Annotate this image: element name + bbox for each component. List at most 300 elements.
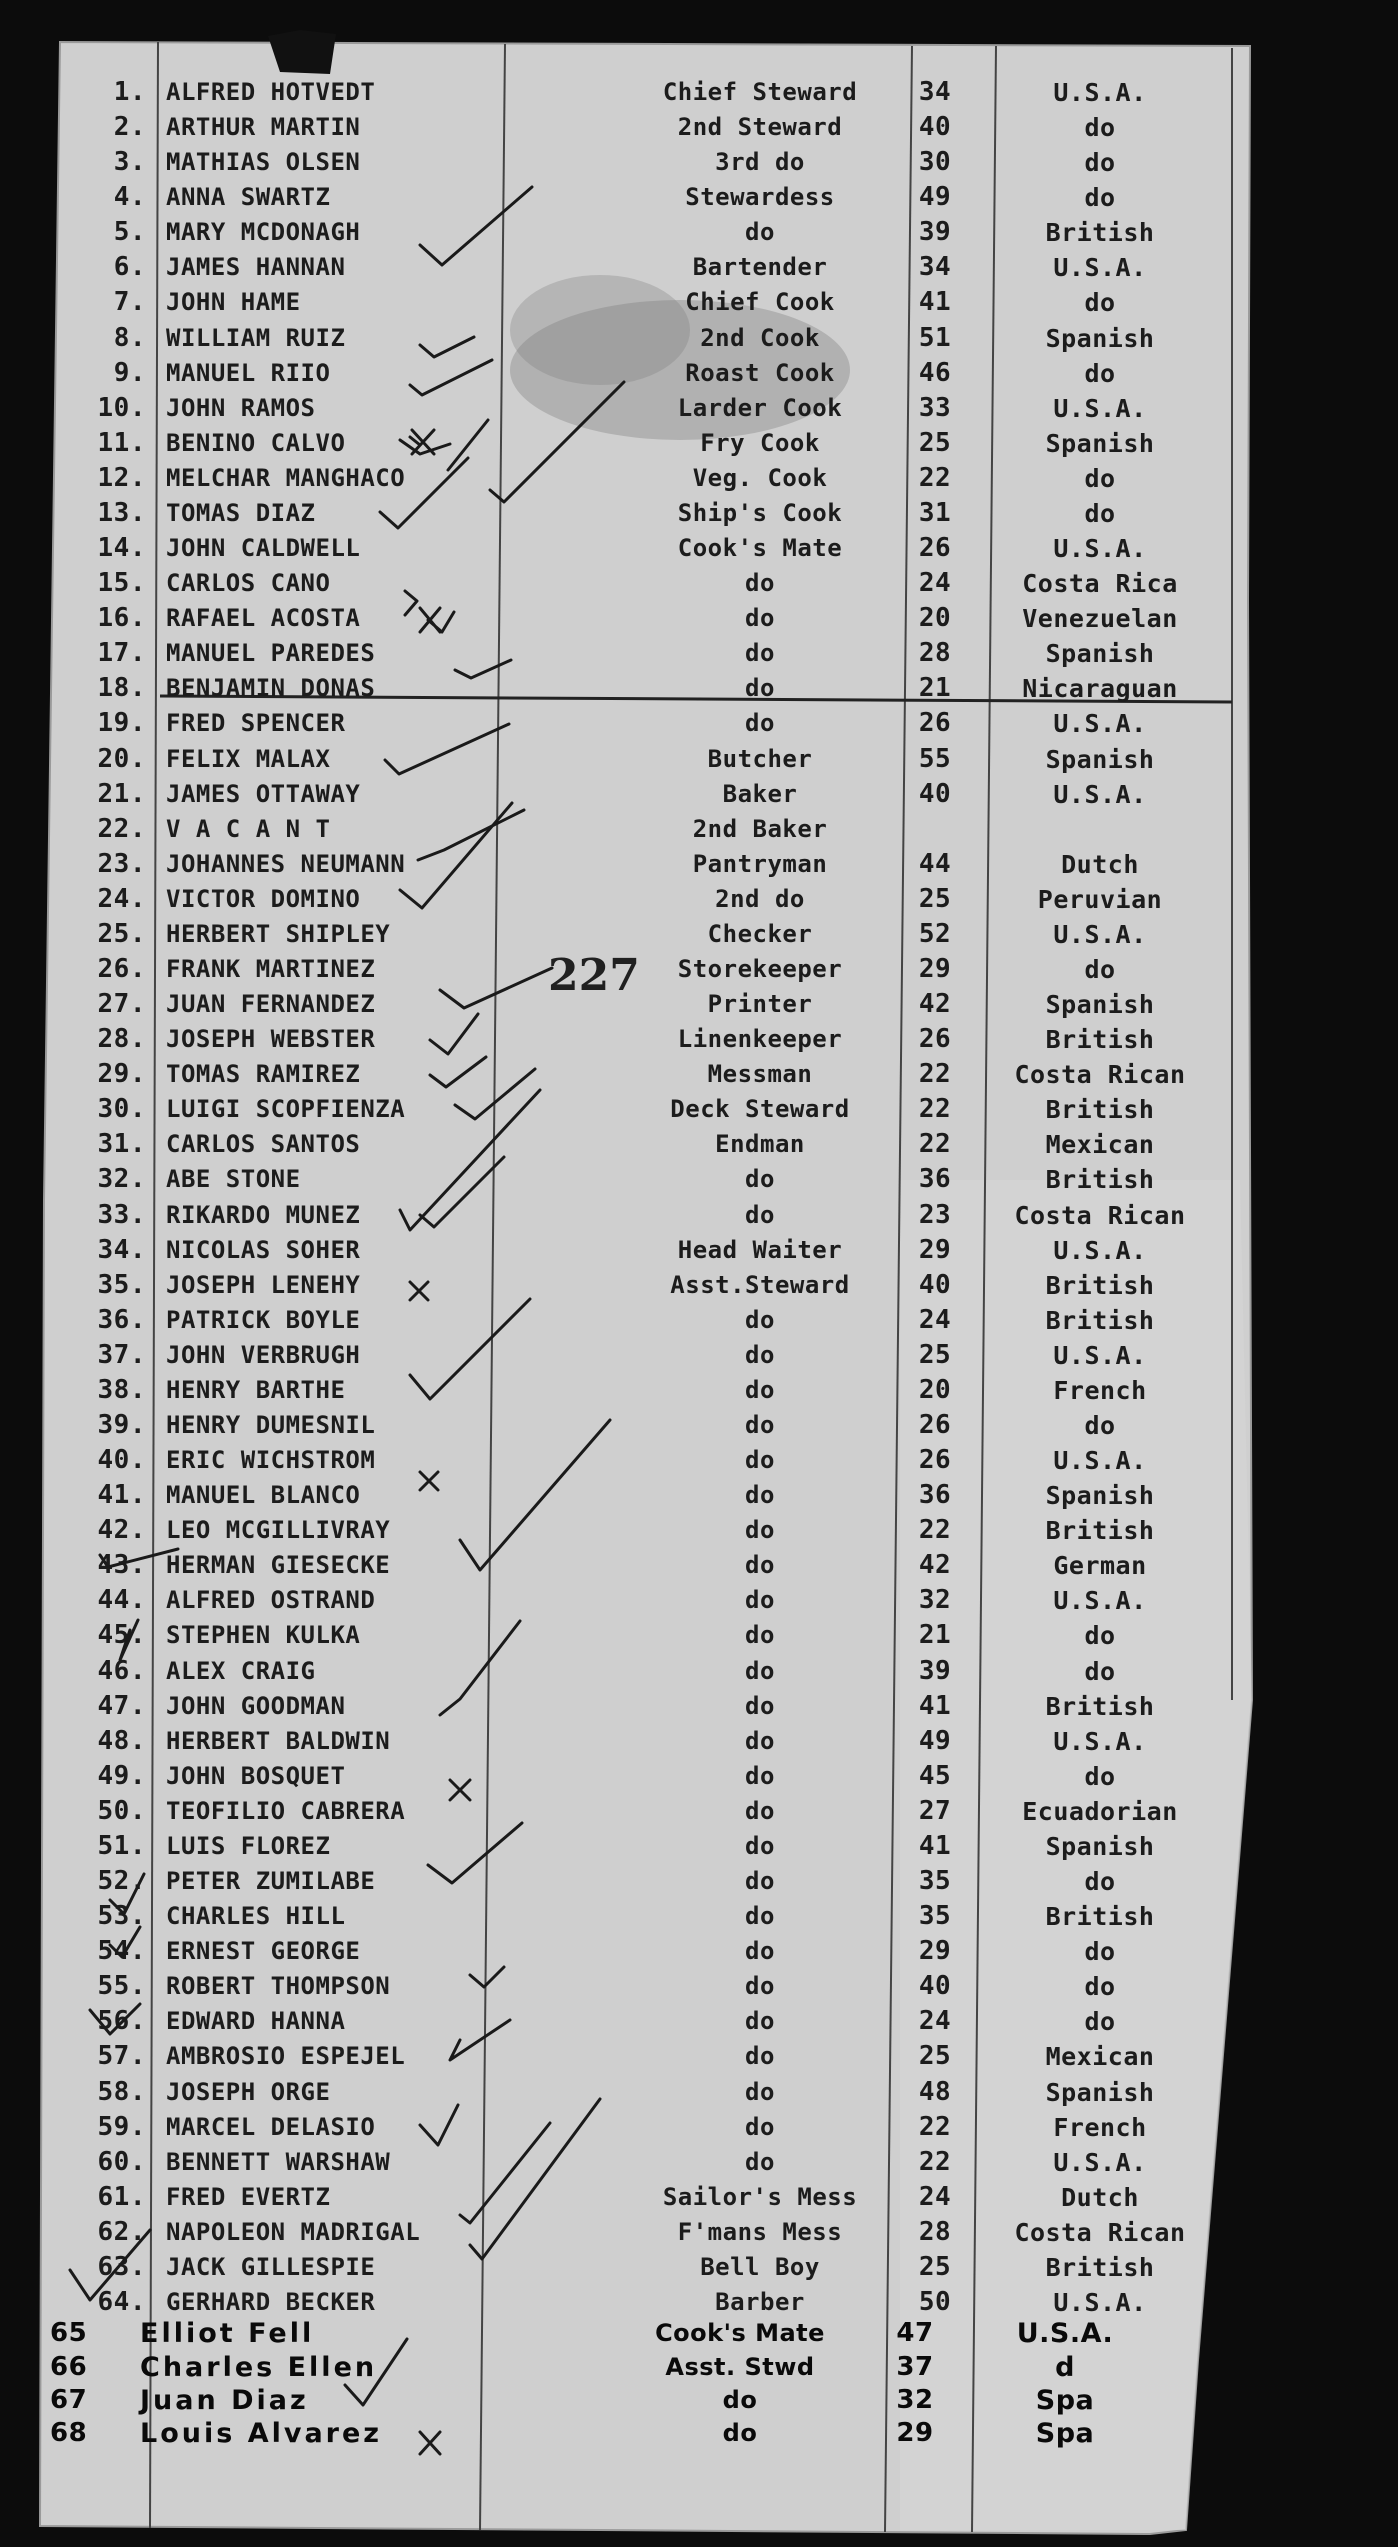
age: 22 xyxy=(918,2111,952,2142)
occupation: do xyxy=(745,2042,775,2071)
age: 51 xyxy=(918,322,952,353)
crew-name: ROBERT THOMPSON xyxy=(166,1972,391,2001)
crew-name: FELIX MALAX xyxy=(166,744,331,773)
occupation: Veg. Cook xyxy=(692,463,828,492)
occupation: Fry Cook xyxy=(700,428,820,457)
crew-name: CARLOS SANTOS xyxy=(166,1130,361,1159)
occupation: do xyxy=(745,604,775,633)
nationality: British xyxy=(1045,1902,1155,1932)
crew-name: JAMES OTTAWAY xyxy=(166,779,361,808)
crew-name: LEO MCGILLIVRAY xyxy=(166,1516,391,1545)
row-number: 18. xyxy=(97,673,146,704)
age: 33 xyxy=(918,392,952,423)
row-number: 49. xyxy=(97,1760,146,1791)
occupation: do xyxy=(745,2007,775,2036)
age: 32 xyxy=(896,2385,934,2415)
age: 30 xyxy=(918,147,952,178)
occupation: do xyxy=(722,2386,758,2414)
crew-name: Juan Diaz xyxy=(140,2385,309,2416)
occupation: 2nd do xyxy=(715,884,805,913)
check-mark xyxy=(440,968,552,1008)
occupation: Messman xyxy=(707,1060,813,1089)
nationality: do xyxy=(1084,2007,1116,2037)
row-number: 38. xyxy=(97,1374,146,1405)
occupation: Storekeeper xyxy=(677,954,843,983)
row-number: 59. xyxy=(97,2111,146,2142)
occupation: 2nd Baker xyxy=(692,814,828,843)
row-number: 58. xyxy=(97,2076,146,2107)
crew-name: WILLIAM RUIZ xyxy=(166,323,346,352)
row-number: 8. xyxy=(113,322,146,353)
crew-name: ERIC WICHSTROM xyxy=(166,1446,376,1475)
nationality: U.S.A. xyxy=(1053,2288,1147,2317)
age: 26 xyxy=(918,708,952,739)
crew-name: JAMES HANNAN xyxy=(166,253,346,282)
crew-name: HERBERT BALDWIN xyxy=(166,1726,391,1755)
nationality: Costa Rica xyxy=(1022,569,1178,599)
check-mark xyxy=(120,1620,138,1660)
row-number: 6. xyxy=(113,252,146,283)
nationality: Spanish xyxy=(1045,990,1155,1020)
row-number: 46. xyxy=(97,1655,146,1686)
age: 28 xyxy=(918,2216,952,2247)
occupation: Larder Cook xyxy=(677,393,843,422)
nationality: Dutch xyxy=(1061,849,1139,879)
row-number: 1. xyxy=(113,77,146,107)
age: 20 xyxy=(918,1374,952,1405)
row-number: 17. xyxy=(97,638,146,669)
occupation: Cook's Mate xyxy=(655,2319,825,2347)
nationality: Costa Rican xyxy=(1014,1200,1186,1230)
nationality: do xyxy=(1084,1867,1116,1897)
check-mark xyxy=(430,1014,478,1054)
age: 41 xyxy=(918,1690,952,1721)
occupation: do xyxy=(745,1305,775,1334)
nationality: U.S.A. xyxy=(1053,919,1147,949)
row-number: 39. xyxy=(97,1410,146,1441)
occupation: do xyxy=(745,218,775,247)
occupation: do xyxy=(745,1586,775,1615)
nationality: do xyxy=(1084,954,1116,984)
age: 35 xyxy=(918,1866,952,1897)
occupation: Stewardess xyxy=(685,183,835,212)
row-number: 31. xyxy=(97,1129,146,1160)
row-number: 23. xyxy=(97,848,146,879)
crew-name: ALFRED HOTVEDT xyxy=(166,78,376,106)
row-number: 14. xyxy=(97,533,146,564)
row-number: 24. xyxy=(97,883,146,914)
nationality: Costa Rican xyxy=(1014,2217,1186,2247)
occupation: Endman xyxy=(715,1130,805,1159)
check-mark xyxy=(420,1157,504,1227)
crew-name: V A C A N T xyxy=(166,814,331,843)
nationality: do xyxy=(1084,1972,1116,2002)
row-number: 41. xyxy=(97,1480,146,1511)
nationality: Mexican xyxy=(1045,1130,1155,1160)
age: 52 xyxy=(918,918,952,949)
row-number: 32. xyxy=(97,1164,146,1195)
nationality: Nicaraguan xyxy=(1022,674,1178,704)
crew-name: JOSEPH WEBSTER xyxy=(166,1025,376,1054)
occupation: do xyxy=(745,2112,775,2141)
check-mark xyxy=(460,1420,610,1570)
row-number: 65 xyxy=(50,2318,88,2348)
crew-name: TOMAS RAMIREZ xyxy=(166,1060,361,1089)
occupation: Pantryman xyxy=(692,849,828,878)
age: 22 xyxy=(918,1515,952,1546)
occupation: Head Waiter xyxy=(677,1235,843,1264)
check-mark xyxy=(420,337,474,357)
occupation: do xyxy=(745,1937,775,1966)
nationality: British xyxy=(1045,1516,1155,1546)
age: 49 xyxy=(918,182,952,213)
occupation: Bartender xyxy=(692,253,828,282)
age: 25 xyxy=(918,2251,952,2282)
check-mark xyxy=(400,803,512,908)
age: 45 xyxy=(918,1760,952,1791)
check-mark xyxy=(410,1299,530,1399)
row-number: 15. xyxy=(97,568,146,599)
occupation: Baker xyxy=(722,779,798,808)
crew-name: RAFAEL ACOSTA xyxy=(166,604,361,633)
row-number: 66 xyxy=(50,2352,88,2382)
check-mark xyxy=(470,2099,600,2259)
nationality: Peruvian xyxy=(1037,884,1163,914)
row-number: 30. xyxy=(97,1094,146,1125)
age: 29 xyxy=(918,1936,952,1967)
occupation: Barber xyxy=(715,2288,805,2316)
age: 24 xyxy=(918,2006,952,2037)
age: 39 xyxy=(918,1655,952,1686)
nationality: do xyxy=(1084,148,1116,178)
crew-name: STEPHEN KULKA xyxy=(166,1621,361,1650)
age: 49 xyxy=(918,1725,952,1756)
crew-name: VICTOR DOMINO xyxy=(166,884,361,913)
row-number: 21. xyxy=(97,778,146,809)
occupation: do xyxy=(745,569,775,598)
nationality: British xyxy=(1045,1305,1155,1335)
row-number: 37. xyxy=(97,1339,146,1370)
row-number: 33. xyxy=(97,1199,146,1230)
age: 25 xyxy=(918,2041,952,2072)
occupation: do xyxy=(745,1446,775,1475)
nationality: British xyxy=(1045,1691,1155,1721)
row-number: 29. xyxy=(97,1059,146,1090)
age: 26 xyxy=(918,1024,952,1055)
nationality: U.S.A. xyxy=(1053,1235,1147,1265)
crew-name: JOHN GOODMAN xyxy=(166,1691,346,1720)
x-mark xyxy=(420,1472,438,1490)
x-mark xyxy=(450,1780,470,1800)
occupation: do xyxy=(745,1165,775,1194)
nationality: do xyxy=(1084,498,1116,528)
nationality: do xyxy=(1084,113,1116,143)
nationality: French xyxy=(1053,2112,1147,2142)
occupation: Roast Cook xyxy=(685,358,835,387)
row-number: 50. xyxy=(97,1795,146,1826)
occupation: 2nd Steward xyxy=(677,113,843,142)
nationality: do xyxy=(1084,288,1116,318)
crew-name: JOHN VERBRUGH xyxy=(166,1340,361,1369)
row-number: 28. xyxy=(97,1024,146,1055)
age: 40 xyxy=(918,778,952,809)
occupation: do xyxy=(745,1551,775,1580)
crew-name: JOSEPH ORGE xyxy=(166,2077,331,2106)
crew-name: EDWARD HANNA xyxy=(166,2007,346,2036)
nationality: British xyxy=(1045,1165,1155,1195)
occupation: do xyxy=(745,1481,775,1510)
check-mark xyxy=(345,2339,407,2405)
age: 22 xyxy=(918,2146,952,2177)
occupation: do xyxy=(745,1411,775,1440)
row-number: 36. xyxy=(97,1304,146,1335)
nationality: U.S.A. xyxy=(1053,534,1147,564)
crew-name: MARCEL DELASIO xyxy=(166,2112,376,2141)
occupation: do xyxy=(745,1867,775,1896)
crew-name: GERHARD BECKER xyxy=(166,2288,376,2316)
crew-name: ERNEST GEORGE xyxy=(166,1937,361,1966)
age: 24 xyxy=(918,568,952,599)
age: 42 xyxy=(918,1550,952,1581)
crew-name: CHARLES HILL xyxy=(166,1902,346,1931)
age: 37 xyxy=(896,2352,934,2382)
occupation: do xyxy=(745,1902,775,1931)
row-number: 61. xyxy=(97,2181,146,2212)
row-number: 67 xyxy=(50,2385,88,2415)
occupation: do xyxy=(745,1516,775,1545)
check-mark xyxy=(110,1927,140,1957)
occupation: do xyxy=(745,1656,775,1685)
occupation: Checker xyxy=(707,919,813,948)
crew-name: MATHIAS OLSEN xyxy=(166,148,361,177)
occupation: do xyxy=(745,1200,775,1229)
occupation: do xyxy=(745,1761,775,1790)
row-number: 51. xyxy=(97,1830,146,1861)
occupation: Butcher xyxy=(707,744,813,773)
nationality: U.S.A. xyxy=(1053,393,1147,423)
row-number: 20. xyxy=(97,743,146,774)
occupation: Sailor's Mess xyxy=(662,2182,858,2211)
x-mark xyxy=(405,591,417,615)
crew-name: HENRY DUMESNIL xyxy=(166,1411,376,1440)
row-number: 48. xyxy=(97,1725,146,1756)
crew-name: MANUEL RIIO xyxy=(166,358,331,387)
nationality: do xyxy=(1084,1937,1116,1967)
nationality: British xyxy=(1045,2252,1155,2282)
crew-name: Louis Alvarez xyxy=(140,2418,383,2449)
row-number: 9. xyxy=(113,357,146,388)
nationality: Spa xyxy=(1035,2385,1095,2416)
nationality: German xyxy=(1053,1551,1147,1581)
crew-name: HERMAN GIESECKE xyxy=(166,1551,391,1580)
age: 34 xyxy=(918,77,952,107)
nationality: Spanish xyxy=(1045,639,1155,669)
age: 40 xyxy=(918,1269,952,1300)
nationality: Costa Rican xyxy=(1014,1060,1186,1090)
nationality: Spanish xyxy=(1045,1481,1155,1511)
occupation: do xyxy=(745,2077,775,2106)
age: 25 xyxy=(918,427,952,458)
check-mark xyxy=(400,1090,540,1230)
row-number: 53. xyxy=(97,1901,146,1932)
x-mark xyxy=(400,430,450,454)
age: 44 xyxy=(918,848,952,879)
row-number: 11. xyxy=(97,427,146,458)
crew-name: BENNETT WARSHAW xyxy=(166,2147,391,2176)
occupation: 3rd do xyxy=(715,148,805,177)
row-number: 54. xyxy=(97,1936,146,1967)
check-mark xyxy=(385,724,509,774)
age: 42 xyxy=(918,989,952,1020)
nationality: U.S.A. xyxy=(1053,1340,1147,1370)
row-number: 56. xyxy=(97,2006,146,2037)
nationality: U.S.A. xyxy=(1053,253,1147,283)
age: 21 xyxy=(918,673,952,704)
row-number: 45. xyxy=(97,1620,146,1651)
age: 36 xyxy=(918,1480,952,1511)
nationality: U.S.A. xyxy=(1053,2147,1147,2177)
check-mark xyxy=(460,2123,550,2223)
row-number: 13. xyxy=(97,497,146,528)
nationality: do xyxy=(1084,183,1116,213)
nationality: do xyxy=(1084,358,1116,388)
nationality: Spanish xyxy=(1045,323,1155,353)
nationality: British xyxy=(1045,1025,1155,1055)
crew-name: ARTHUR MARTIN xyxy=(166,113,361,142)
nationality: Spanish xyxy=(1045,428,1155,458)
occupation: Bell Boy xyxy=(700,2252,820,2281)
age: 22 xyxy=(918,462,952,493)
crew-name: JOHN RAMOS xyxy=(166,393,316,422)
crew-name: JOHN CALDWELL xyxy=(166,534,361,563)
age: 24 xyxy=(918,2181,952,2212)
occupation: Ship's Cook xyxy=(677,498,843,527)
row-number: 12. xyxy=(97,462,146,493)
crew-name: LUIGI SCOPFIENZA xyxy=(166,1095,406,1124)
row-number: 40. xyxy=(97,1445,146,1476)
check-mark xyxy=(490,382,624,502)
occupation: Asst.Steward xyxy=(670,1270,850,1299)
row-number: 5. xyxy=(113,217,146,248)
nationality: Spanish xyxy=(1045,2077,1155,2107)
nationality: U.S.A. xyxy=(1053,1446,1147,1476)
age: 41 xyxy=(918,287,952,318)
crew-name: BENJAMIN DONAS xyxy=(166,674,376,703)
crew-name: JOHANNES NEUMANN xyxy=(166,849,406,878)
crew-name: RIKARDO MUNEZ xyxy=(166,1200,361,1229)
check-mark xyxy=(380,458,468,528)
crew-name: JOHN HAME xyxy=(166,288,301,317)
nationality: Spanish xyxy=(1045,1831,1155,1861)
row-number: 26. xyxy=(97,953,146,984)
nationality: do xyxy=(1084,1411,1116,1441)
occupation: do xyxy=(745,1340,775,1369)
age: 24 xyxy=(918,1304,952,1335)
nationality: British xyxy=(1045,1270,1155,1300)
crew-name: MANUEL PAREDES xyxy=(166,639,376,668)
x-mark xyxy=(420,2432,440,2454)
check-mark xyxy=(410,360,492,395)
check-mark xyxy=(420,187,532,265)
crew-name: MANUEL BLANCO xyxy=(166,1481,361,1510)
crew-name: PATRICK BOYLE xyxy=(166,1305,361,1334)
age: 21 xyxy=(918,1620,952,1651)
age: 26 xyxy=(918,1445,952,1476)
age: 22 xyxy=(918,1059,952,1090)
crew-name: JOHN BOSQUET xyxy=(166,1761,346,1790)
x-mark xyxy=(420,608,454,632)
occupation: do xyxy=(745,1375,775,1404)
nationality: do xyxy=(1084,1656,1116,1686)
nationality: U.S.A. xyxy=(1053,1726,1147,1756)
age: 26 xyxy=(918,1410,952,1441)
age: 48 xyxy=(918,2076,952,2107)
nationality: French xyxy=(1053,1375,1147,1405)
row-number: 55. xyxy=(97,1971,146,2002)
nationality: Ecuadorian xyxy=(1022,1796,1178,1826)
nationality: d xyxy=(1055,2352,1075,2383)
occupation: Cook's Mate xyxy=(677,534,843,563)
age: 36 xyxy=(918,1164,952,1195)
crew-name: Charles Ellen xyxy=(140,2352,378,2383)
nationality: do xyxy=(1084,463,1116,493)
check-mark xyxy=(420,2105,458,2145)
row-number: 4. xyxy=(113,182,146,213)
nationality: U.S.A. xyxy=(1053,709,1147,739)
occupation: Deck Steward xyxy=(670,1095,850,1124)
check-mark xyxy=(90,2004,140,2034)
crew-name: ABE STONE xyxy=(166,1165,301,1194)
nationality: U.S.A. xyxy=(1053,78,1147,107)
nationality: do xyxy=(1084,1621,1116,1651)
age: 41 xyxy=(918,1830,952,1861)
age: 32 xyxy=(918,1585,952,1616)
crew-name: NICOLAS SOHER xyxy=(166,1235,361,1264)
crew-name: MELCHAR MANGHACO xyxy=(166,463,406,492)
occupation: do xyxy=(745,1621,775,1650)
age: 50 xyxy=(918,2287,952,2317)
row-number: 34. xyxy=(97,1234,146,1265)
row-number: 47. xyxy=(97,1690,146,1721)
nationality: Mexican xyxy=(1045,2042,1155,2072)
occupation: do xyxy=(745,639,775,668)
nationality: British xyxy=(1045,1095,1155,1125)
x-mark xyxy=(410,1282,428,1300)
nationality: Spanish xyxy=(1045,744,1155,774)
nationality: Dutch xyxy=(1061,2182,1139,2212)
nationality: Spa xyxy=(1035,2418,1095,2449)
crew-name: ALEX CRAIG xyxy=(166,1656,316,1685)
occupation: do xyxy=(745,1972,775,2001)
age: 28 xyxy=(918,638,952,669)
age: 20 xyxy=(918,603,952,634)
stamp-number: 227 xyxy=(548,950,640,1001)
age: 55 xyxy=(918,743,952,774)
row-number: 62. xyxy=(97,2216,146,2247)
occupation: do xyxy=(745,1691,775,1720)
check-mark xyxy=(428,1823,522,1883)
row-number: 22. xyxy=(97,813,146,844)
row-number: 42. xyxy=(97,1515,146,1546)
nationality: U.S.A. xyxy=(1016,2318,1114,2349)
row-number: 64. xyxy=(97,2287,146,2317)
crew-name: CARLOS CANO xyxy=(166,569,331,598)
age: 27 xyxy=(918,1795,952,1826)
age: 39 xyxy=(918,217,952,248)
row-number: 63. xyxy=(97,2251,146,2282)
crew-name: HERBERT SHIPLEY xyxy=(166,919,391,948)
crew-name: JUAN FERNANDEZ xyxy=(166,990,376,1019)
